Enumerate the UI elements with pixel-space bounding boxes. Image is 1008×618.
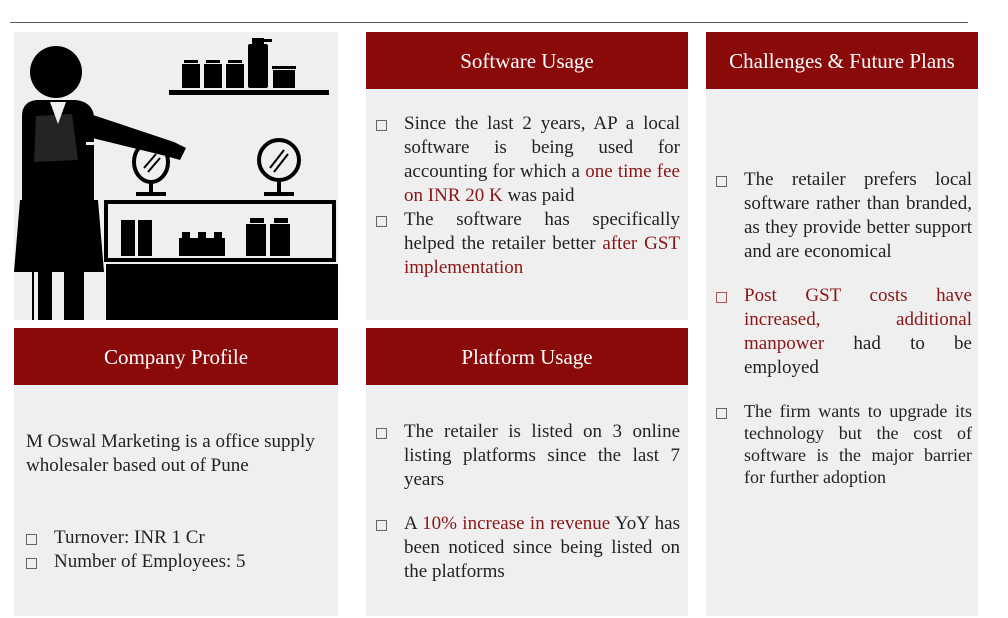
top-divider — [10, 22, 968, 23]
list-item: Number of Employees: 5 — [26, 550, 326, 574]
shopkeeper-at-counter-icon — [14, 32, 338, 320]
bullet-checkbox-icon — [376, 216, 387, 227]
bullet-checkbox-icon — [376, 520, 387, 531]
bullet-checkbox-icon — [26, 558, 37, 569]
challenges-header: Challenges & Future Plans — [706, 32, 978, 89]
company-profile-header: Company Profile — [14, 328, 338, 385]
platform-usage-bullets — [376, 420, 680, 584]
list-item: The firm wants to upgrade its technology but the cost of software is the major barrier for further adoption — [716, 400, 972, 488]
challenges-bullets — [716, 168, 972, 488]
shopkeeper-illustration — [14, 32, 338, 320]
bullet-checkbox-icon — [26, 534, 37, 545]
bullet-checkbox-icon — [716, 176, 727, 187]
bullet-checkbox-icon — [376, 428, 387, 439]
bullet-checkbox-icon — [716, 292, 727, 303]
list-item: The retailer is listed on 3 online listing platforms since the last 7 years — [376, 420, 680, 492]
list-item: A 10% increase in revenue YoY has been noticed since being listed on the platforms — [376, 512, 680, 584]
bullet-checkbox-icon — [716, 408, 727, 419]
company-profile-bullets — [26, 526, 326, 574]
list-item: Since the last 2 years, AP a local software is being used for accounting for which a one time fee on INR 20 K was paid — [376, 112, 680, 208]
bullet-checkbox-icon — [376, 120, 387, 131]
software-usage-header: Software Usage — [366, 32, 688, 89]
list-item: The retailer prefers local software rather than branded, as they provide better support and are economical — [716, 168, 972, 264]
list-item: The software has specifically helped the retailer better after GST implementation — [376, 208, 680, 280]
software-usage-bullets — [376, 112, 680, 280]
platform-usage-header: Platform Usage — [366, 328, 688, 385]
list-item: Post GST costs have increased, additional manpower had to be employed — [716, 284, 972, 380]
list-item: Turnover: INR 1 Cr — [26, 526, 326, 550]
company-profile-intro: M Oswal Marketing is a office supply wholesaler based out of Pune — [26, 431, 315, 476]
